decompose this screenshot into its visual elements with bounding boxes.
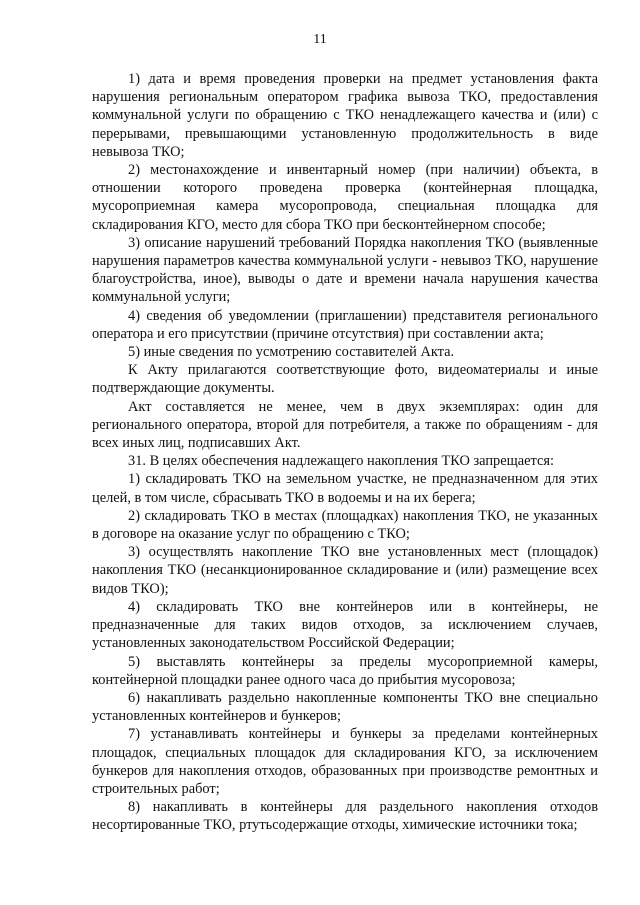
prohibition-item-4: 4) складировать ТКО вне контейнеров или в контейнеры, не предназначенные для таких видов отходов, за исключением случаев, установленных законодательством Российской Федерации; xyxy=(92,598,598,652)
document-body xyxy=(92,70,598,835)
page-number: 11 xyxy=(313,32,327,47)
paragraph-copies: Акт составляется не менее, чем в двух экземплярах: один для регионального оператора, второй для потребителя, а также по обращениям - для всех иных лиц, подписавших Акт. xyxy=(92,398,598,452)
paragraph-4: 4) сведения об уведомлении (приглашении) представителя регионального оператора и его присутствии (причине отсутствия) при составлении акта; xyxy=(92,307,598,342)
prohibition-item-2: 2) складировать ТКО в местах (площадках) накопления ТКО, не указанных в договоре на оказание услуг по обращению с ТКО; xyxy=(92,507,598,543)
prohibition-item-3: 3) осуществлять накопление ТКО вне установленных мест (площадок) накопления ТКО (несанкционированное складирование и (или) размещение всех видов ТКО); xyxy=(92,544,598,597)
prohibition-item-8: 8) накапливать в контейнеры для раздельного накопления отходов несортированные ТКО, ртутьсодержащие отходы, химические источники тока; xyxy=(92,799,598,834)
paragraph-5: 5) иные сведения по усмотрению составителей Акта. xyxy=(128,344,455,361)
prohibition-item-1: 1) складировать ТКО на земельном участке, не предназначенном для этих целей, в том числе, сбрасывать ТКО в водоемы и на их берега; xyxy=(92,471,598,506)
section-31-heading: 31. В целях обеспечения надлежащего накопления ТКО запрещается: xyxy=(128,453,554,470)
prohibition-item-6: 6) накапливать раздельно накопленные компоненты ТКО вне специально установленных контейнеров и бункеров; xyxy=(92,689,598,725)
paragraph-1: 1) дата и время проведения проверки на предмет установления факта нарушения региональным оператором графика вывоза ТКО, предоставления коммунальной услуги по обращению с ТКО ненадлежащего качества и (или) с перерывами, превышающими установленную продолжительность в виде невывоза ТКО; xyxy=(92,71,598,160)
paragraph-3: 3) описание нарушений требований Порядка накопления ТКО (выявленные нарушения параметров качества коммунальной услуги - невывоз ТКО, нарушение благоустройства, иное), выводы о дате и времени начала нарушения качества коммунальной услуги; xyxy=(92,234,598,306)
paragraph-attachments: К Акту прилагаются соответствующие фото, видеоматериалы и иные подтверждающие документы. xyxy=(92,362,598,397)
paragraph-2: 2) местонахождение и инвентарный номер (при наличии) объекта, в отношении которого проведена проверка (контейнерная площадка, мусороприемная камера мусоропровода, специальная площадка для складирования КГО, место для сбора ТКО при бесконтейнерном способе; xyxy=(92,162,598,233)
prohibition-item-7: 7) устанавливать контейнеры и бункеры за пределами контейнерных площадок, специальных площадок для складирования КГО, за исключением бункеров для накопления отходов, образованных при производстве ремонтных и строительных работ; xyxy=(92,726,598,797)
prohibition-item-5: 5) выставлять контейнеры за пределы мусороприемной камеры, контейнерной площадки ранее одного часа до прибытия мусоровоза; xyxy=(92,653,598,688)
